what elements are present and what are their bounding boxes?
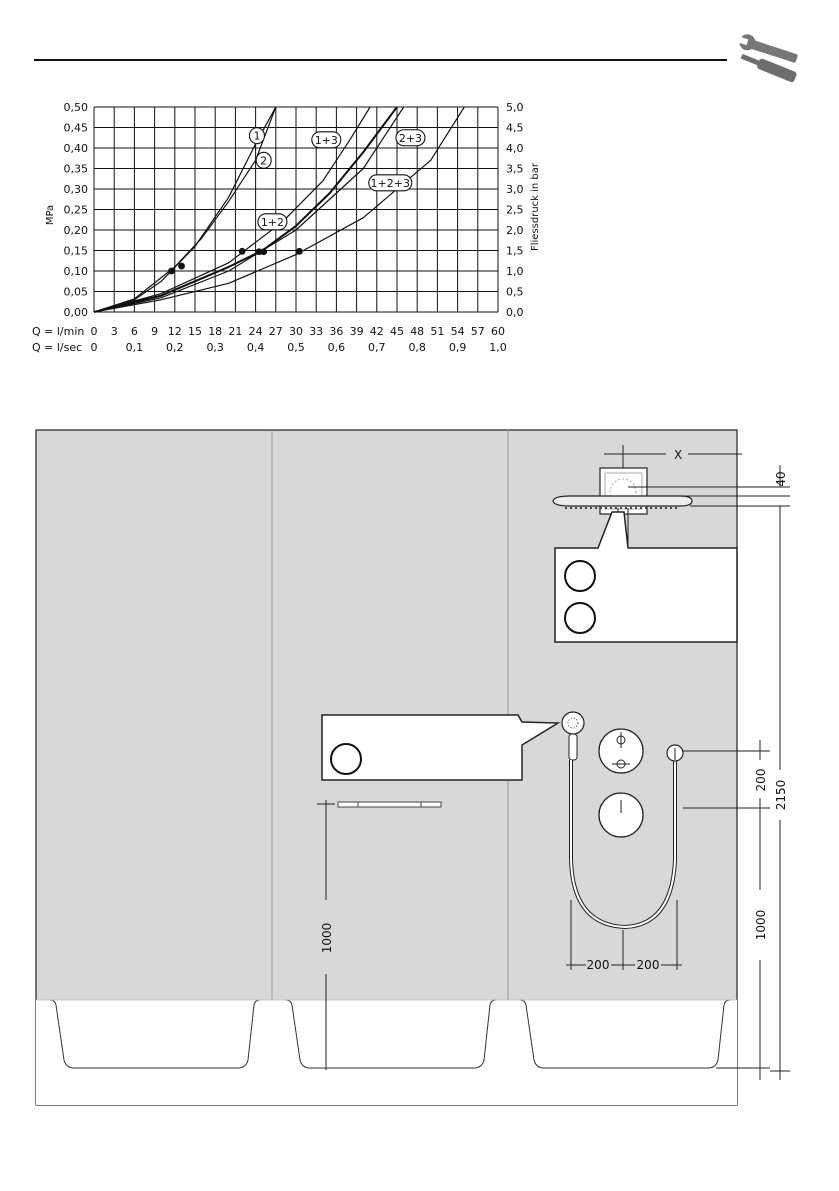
dim-200-right-label: 200 <box>636 958 660 972</box>
dim-2150-label: 2150 <box>774 779 788 811</box>
dim-1000-left-label: 1000 <box>320 922 334 954</box>
y-tick-bar: 4,5 <box>506 121 524 135</box>
y-tick-bar: 4,0 <box>506 142 524 155</box>
y-tick-bar: 1,5 <box>506 244 524 258</box>
y-tick-bar: 2,5 <box>506 203 524 217</box>
x-tick-lmin: 45 <box>390 325 404 338</box>
y-tick-bar: 2,0 <box>506 224 524 237</box>
x-axis-label-lsec: Q = l/sec <box>32 341 83 354</box>
wrench-screwdriver-icon <box>736 32 804 82</box>
header-rule <box>34 59 727 61</box>
series-label: 2 <box>260 154 268 168</box>
x-tick-lmin: 60 <box>491 325 505 338</box>
y-tick-mpa: 0,40 <box>63 142 88 155</box>
x-tick-lsec: 0 <box>90 341 98 354</box>
diverter-control <box>599 793 643 837</box>
bathtub-middle <box>272 1000 508 1105</box>
x-tick-lmin: 36 <box>329 325 344 338</box>
y-tick-bar: 3,0 <box>506 183 524 196</box>
x-tick-lmin: 15 <box>188 325 202 338</box>
y-tick-mpa: 0,25 <box>63 203 88 217</box>
x-tick-lmin: 42 <box>369 325 384 338</box>
y-tick-bar: 3,5 <box>506 162 524 176</box>
y-tick-mpa: 0,10 <box>63 265 88 278</box>
y-tick-mpa: 0,30 <box>63 183 88 196</box>
x-tick-lsec: 0,8 <box>408 341 426 354</box>
x-tick-lmin: 27 <box>268 325 283 338</box>
x-tick-lmin: 33 <box>309 325 324 338</box>
callout-marker-3 <box>331 744 361 774</box>
y-tick-bar: 0,0 <box>506 306 524 319</box>
y-tick-mpa: 0,45 <box>63 121 88 135</box>
callout-marker-1 <box>565 561 595 591</box>
shower-shelf <box>338 802 441 807</box>
chart-grid <box>94 107 498 312</box>
x-tick-lsec: 0,1 <box>125 341 144 354</box>
y-tick-bar: 0,5 <box>506 285 524 299</box>
y-tick-bar: 1,0 <box>506 265 524 278</box>
bathtub-left <box>36 1000 272 1105</box>
y-tick-mpa: 0,20 <box>63 224 88 237</box>
y-axis-label-left: MPa <box>45 204 56 226</box>
x-tick-lmin: 6 <box>130 325 138 338</box>
callout-marker-2 <box>565 603 595 633</box>
x-tick-lsec: 0,5 <box>287 341 305 354</box>
y-tick-mpa: 0,00 <box>63 306 88 319</box>
x-tick-lsec: 0,7 <box>368 341 386 354</box>
x-tick-lmin: 0 <box>90 325 98 338</box>
callout-handshower <box>322 715 558 780</box>
dim-200-vertical-label: 200 <box>754 768 768 792</box>
x-tick-lmin: 54 <box>450 325 465 338</box>
x-tick-lsec: 0,6 <box>327 341 346 354</box>
series-point <box>178 263 185 270</box>
dim-200-left-label: 200 <box>586 958 610 972</box>
series-label: 1+2 <box>260 215 285 229</box>
y-axis-label-right: Fliessdruck in bar <box>530 162 541 252</box>
x-tick-lmin: 21 <box>228 325 243 338</box>
dim-1000-right-label: 1000 <box>754 909 768 941</box>
x-tick-lmin: 24 <box>248 325 263 338</box>
x-tick-lmin: 30 <box>289 325 303 338</box>
bathtub-right <box>508 1000 737 1105</box>
x-axis-label-lmin: Q = l/min <box>32 325 85 338</box>
dim-x-label: X <box>674 448 683 462</box>
series-point <box>296 248 303 255</box>
flow-pressure-chart <box>0 95 560 365</box>
series-label: 1+2+3 <box>370 176 410 190</box>
dim-40-label: 40 <box>774 471 788 487</box>
x-tick-lmin: 18 <box>208 325 223 338</box>
x-tick-lmin: 39 <box>349 325 364 338</box>
x-tick-lsec: 0,3 <box>206 341 224 354</box>
y-tick-mpa: 0,35 <box>63 162 88 176</box>
installation-diagram <box>0 420 839 1120</box>
x-tick-lsec: 0,2 <box>166 341 184 354</box>
x-tick-lmin: 3 <box>110 325 118 338</box>
x-tick-lsec: 1,0 <box>489 341 507 354</box>
series-point <box>239 248 246 255</box>
x-tick-lmin: 48 <box>410 325 425 338</box>
x-tick-lsec: 0,4 <box>246 341 265 354</box>
series-label: 2+3 <box>398 131 423 145</box>
y-tick-mpa: 0,15 <box>63 244 88 258</box>
y-tick-mpa: 0,50 <box>63 101 88 114</box>
y-tick-bar: 5,0 <box>506 101 524 114</box>
x-tick-lmin: 12 <box>167 325 182 338</box>
series-label: 1+3 <box>314 133 338 147</box>
x-tick-lmin: 9 <box>151 325 159 338</box>
x-tick-lmin: 57 <box>470 325 485 338</box>
x-tick-lsec: 0,9 <box>448 341 467 354</box>
y-tick-mpa: 0,05 <box>63 285 88 299</box>
thermostat-control <box>599 729 643 773</box>
x-tick-lmin: 51 <box>430 325 445 338</box>
series-label: 1 <box>253 129 261 143</box>
